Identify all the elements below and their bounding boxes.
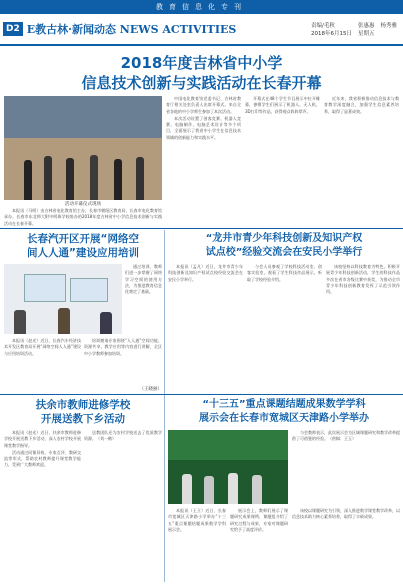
banner-text: 教育信息化专刊 (156, 3, 247, 11)
lead-photo-caption: 活动开幕仪式现场 (65, 202, 101, 207)
story4-body-col2 (84, 430, 162, 580)
editor-name-1: 张惠惠 (357, 23, 375, 29)
section-divider (0, 394, 164, 395)
story2-body-col1 (4, 338, 81, 392)
editor-name-2: 杨秀雅 (380, 23, 397, 29)
story5-paragraph: 与会教师表示，此次展示会为区域课题研究和教学改革提供了可借鉴的经验。（供稿：王玉） (292, 430, 400, 442)
masthead-logo: E教古林·新闻动态 NEWS ACTIVITIES (26, 23, 237, 36)
lead-body-col2 (166, 96, 241, 226)
lead-body-col4 (324, 96, 399, 226)
story5-title-line2: 展示会在长春市宽城区天津路小学举办 (199, 413, 369, 424)
story5-photo (168, 430, 288, 504)
lead-body-col1 (4, 208, 162, 226)
story3-body-col2 (247, 264, 322, 388)
lead-paragraph: 中国电化教育馆党委书记、吉林省教育厅相关处室负责人出席开幕式。来自全省各地的中小学师生参加了本次活动。 (166, 96, 241, 114)
story4-paragraph: 本报讯（赵光）近日，扶余市教师进修学校开展送教下乡活动，深入农村学校开展课堂教学指导。 (4, 430, 81, 448)
story4-title-line1: 扶余市教师进修学校 (35, 399, 131, 411)
issue-date: 2018年6月15日 (310, 31, 352, 37)
story5-body-col2 (230, 508, 288, 580)
story2-title-line2: 间人人通”建设应用培训 (27, 247, 139, 259)
story5-body-col1 (168, 508, 226, 580)
section-divider (0, 228, 403, 229)
masthead (0, 14, 403, 46)
story3-body-col3 (326, 264, 400, 388)
story2-paragraph: 培训邀请专家围绕“人人通”空间功能、资源共享、教学应用等内容进行讲解，全区中小学教师参加培训。 (84, 338, 162, 356)
lead-paragraph: 本报讯（马明）由吉林省电化教育馆主办，长春市朝阳区教育局、长春市电化教育馆承办，长春市东北师大附中明珠学校协办的2018年度吉林省中小学信息技术创新与实践活动在长春开幕。 (4, 208, 162, 226)
story4-body-col1 (4, 430, 81, 580)
story2-body-col2 (84, 338, 162, 386)
story2-sidebar (125, 264, 162, 334)
editor-label: 责编/毛秋 (310, 23, 335, 29)
lead-photo (4, 96, 162, 200)
story2-paragraph: 通过培训，教师们进一步掌握了网络学习空间的使用方法，为推进教育信息化奠定了基础。 (125, 264, 162, 295)
column-divider (164, 230, 165, 582)
story4-paragraph: 送教团队还为农村学校送去了优质教学资源。（刘一鹤） (84, 430, 162, 442)
story2-title-line1: 长春汽开区开展“网络空 (27, 233, 139, 245)
story5-paragraph: 该校以课题研究为引领，深入推进数学课堂教学改革，以信息技术助力核心素养培养，取得了丰硕成果。 (292, 508, 400, 520)
top-banner (0, 0, 403, 14)
lead-title-line1: 2018年度吉林省中小学 (120, 54, 283, 72)
story4-paragraph: 活动通过同课异构、专家点评、教研交流等形式，帮助农村教师提升课堂教学能力，受到广大教师欢迎。 (4, 449, 81, 468)
story2-photo (4, 264, 122, 334)
story5-sidebar (292, 430, 400, 504)
story5-body-col3 (292, 508, 400, 580)
story4-title-line2: 开展送教下乡活动 (41, 413, 125, 425)
story5-title-line1: “十三五”重点课题结题成果数学学科 (202, 399, 366, 410)
story3-title-line2: 试点校”经验交流会在安民小学举行 (205, 247, 363, 258)
story5-paragraph: 展示会上，教师们展示了课题研究成果课例，课题组介绍了研究过程与成果，专家对课题研究给予了高度评价。 (230, 508, 288, 532)
issue-extra (380, 29, 397, 37)
story4-title (4, 398, 162, 426)
story3-paragraph: 本报讯（孟凡）近日，龙井市青少年科技创新及知识产权试点校经验交流会在安民小学举行。 (168, 264, 243, 282)
lead-paragraph: 开幕式在48个学生节目展示中拉开帷幕，参赛学生们展示了机器人、无人机、3D打印等作品，获得观众阵阵掌声。 (245, 96, 320, 114)
story3-title (168, 232, 400, 260)
story5-title (168, 398, 400, 426)
issue-weekday: 星期五 (357, 31, 375, 37)
lead-body-col3 (245, 96, 320, 226)
story3-title-line1: “龙井市青少年科技创新及知识产权 (205, 233, 363, 244)
story3-paragraph: 与会人员参观了学校科技活动室、创客实验室，观看了学生科技作品展示，听取了学校经验介绍。 (247, 264, 322, 282)
page-number: D2 (3, 22, 23, 36)
story2-title (4, 232, 162, 260)
lead-paragraph: 本次活动设置了创客竞赛、机器人竞赛、电脑制作、电脑艺术设计等多个项目，全面展示了我省中小学生在信息技术领域的创新能力和实践水平。 (166, 115, 241, 140)
story5-paragraph: 本报讯（王立）近日，长春市宽城区天津路小学举办“十三五”重点课题结题成果数学学科展示会。 (168, 508, 226, 532)
masthead-info (311, 21, 397, 37)
story3-body-col1 (168, 264, 243, 388)
lead-paragraph: 近年来，我省积极推动信息技术与教育教学深度融合，加强学生信息素养培养，取得了显著成效。 (324, 96, 399, 114)
story2-paragraph: 本报讯（赵光）近日，长春汽车经济技术开发区教育局开展“网络空间人人通”建设与应用培训活动。 (4, 338, 81, 356)
section-divider (164, 394, 403, 395)
story2-byline: （王晓丽） (139, 387, 162, 392)
story3-paragraph: 该校坚持以科技教育为特色，积极开展青少年科技创新活动，学生的科技作品多次在省市各级比赛中获奖，为推动全市青少年科技创新教育发挥了示范引领作用。 (326, 264, 400, 295)
lead-title-line2: 信息技术创新与实践活动在长春开幕 (81, 74, 322, 92)
